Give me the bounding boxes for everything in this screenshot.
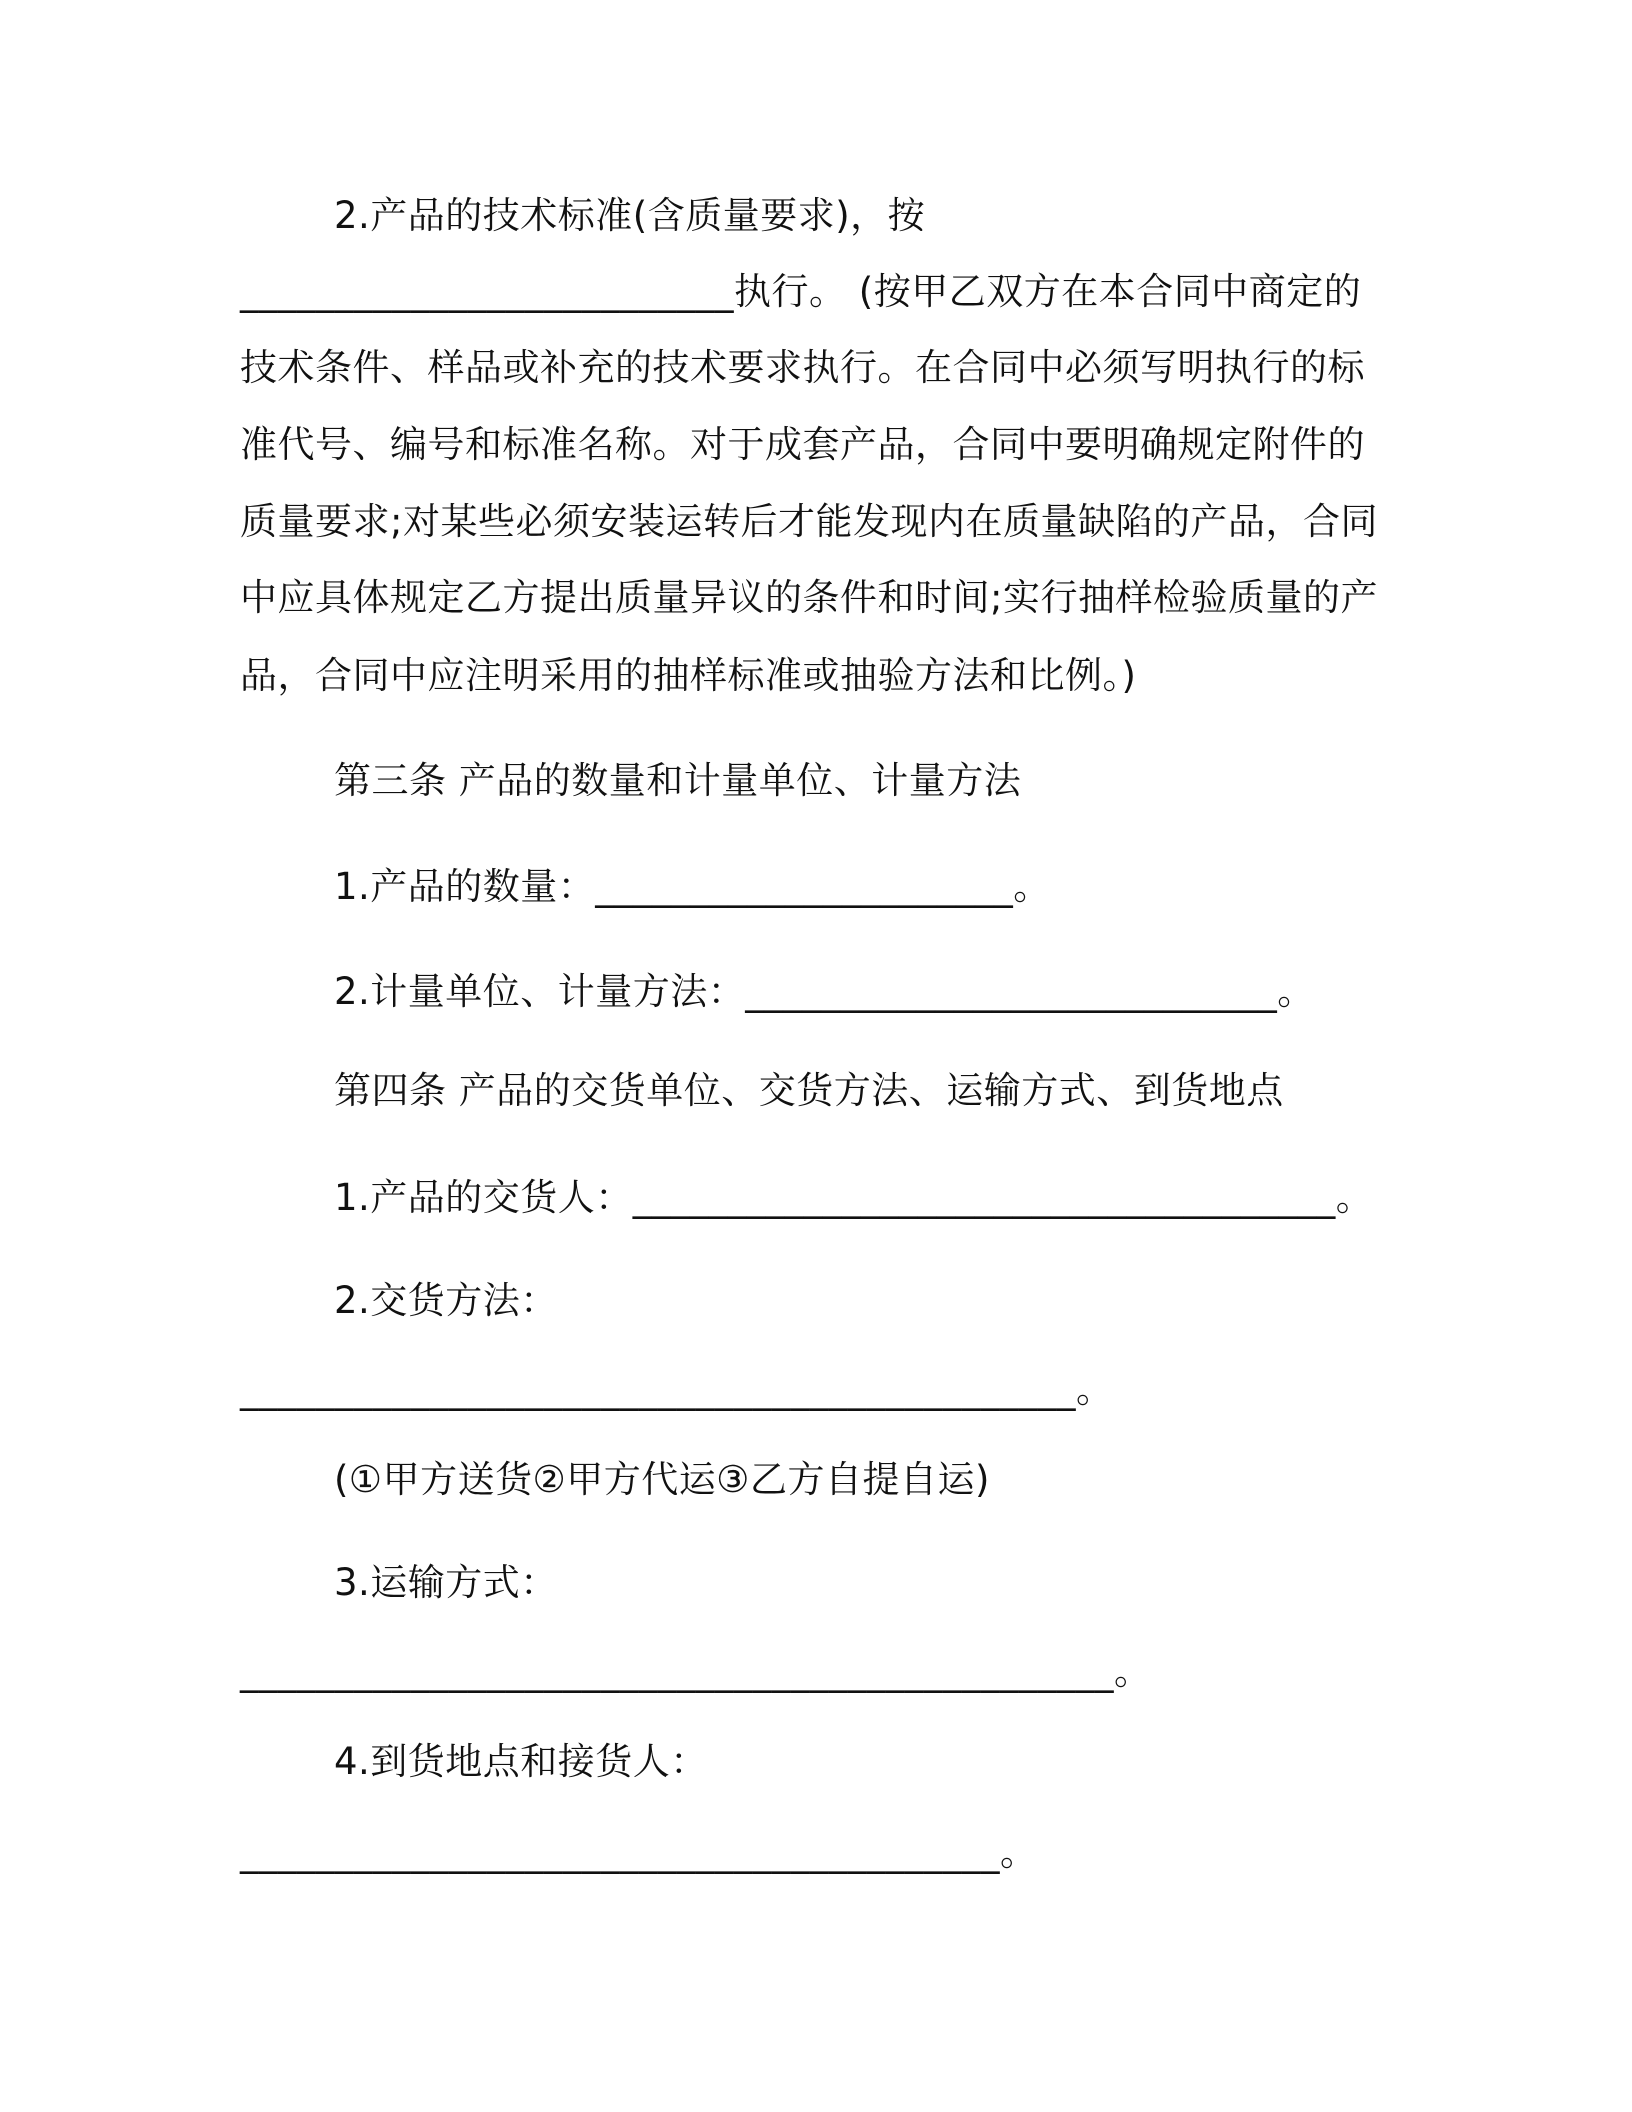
article-4-item-1: 1.产品的交货人：_____________________________________。 (334, 1176, 1374, 1219)
article-4-item-3-label: 3.运输方式： (334, 1561, 558, 1604)
tech-standard-line: 准代号、编号和标准名称。对于成套产品，合同中要明确规定附件的 (240, 423, 1365, 466)
article-4-item-2-blank: ____________________________________________。 (240, 1368, 1114, 1411)
tech-standard-first-line: 2.产品的技术标准(含质量要求)，按 (334, 194, 926, 237)
article-4-item-4-label: 4.到货地点和接货人： (334, 1740, 708, 1783)
article-4-item-2-options: (①甲方送货②甲方代运③乙方自提自运) (334, 1458, 990, 1501)
article-3-item-2: 2.计量单位、计量方法：____________________________。 (334, 970, 1315, 1013)
tech-standard-line: 质量要求;对某些必须安装运转后才能发现内在质量缺陷的产品，合同 (240, 500, 1378, 543)
tech-standard-line: 技术条件、样品或补充的技术要求执行。在合同中必须写明执行的标 (240, 346, 1365, 389)
article-4-item-4-blank: ________________________________________。 (240, 1831, 1038, 1874)
tech-standard-line: 中应具体规定乙方提出质量异议的条件和时间;实行抽样检验质量的产 (240, 576, 1378, 619)
article-4-heading: 第四条 产品的交货单位、交货方法、运输方式、到货地点 (334, 1069, 1284, 1112)
article-3-heading: 第三条 产品的数量和计量单位、计量方法 (334, 759, 1022, 802)
article-3-item-1: 1.产品的数量：______________________。 (334, 865, 1051, 908)
tech-standard-line: __________________________执行。 (按甲乙双方在本合同中商定的 (240, 270, 1362, 313)
article-4-item-2-label: 2.交货方法： (334, 1279, 558, 1322)
article-4-item-3-blank: ______________________________________________。 (240, 1650, 1152, 1693)
tech-standard-line: 品，合同中应注明采用的抽样标准或抽验方法和比例。) (240, 654, 1137, 697)
